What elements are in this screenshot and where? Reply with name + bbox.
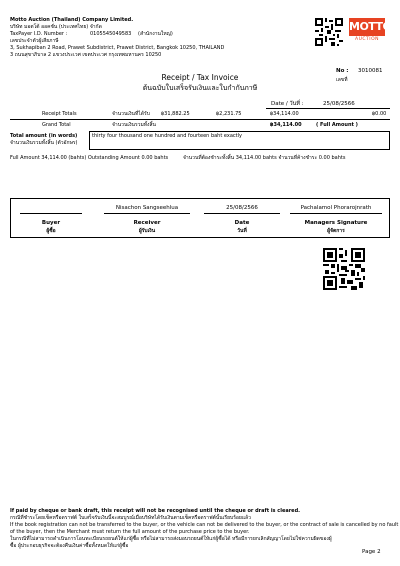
words-text: thirty four thousand one hundred and fourteen baht exactly	[92, 133, 242, 139]
summary-right: จำนวนที่ต้องชำระทั้งสิ้น 34,114.00 bahts จำนวนที่ค้างชำระ 0.00 bahts	[183, 155, 346, 161]
doc-no-label-th: เลขที่	[336, 77, 348, 83]
address-en: 3, Sukhapiban 2 Road, Prawet Subdistrict, Prawet District, Bangkok 10250, THAILAND	[10, 45, 225, 51]
date-label-sig: Date	[234, 220, 250, 226]
receipt-vat: ฿2,231.75	[216, 111, 242, 117]
taxpayer-id: 0105545049583	[90, 31, 132, 37]
date-label-sig-th: วันที่	[237, 228, 247, 234]
doc-no-value: 3010081	[358, 68, 383, 74]
receiver-label-th: ผู้รับเงิน	[138, 228, 156, 234]
date-signature-line	[204, 213, 280, 214]
receipt-totals-th: จำนวนเงินที่ได้รับ	[112, 111, 150, 117]
receiver-label: Receiver	[133, 220, 161, 226]
footer-line-3: If the book registration can not be transferred to the buyer, or the vehicle can not be delivered to the buyer, or the contract of sale is cancelled by no fault	[10, 522, 399, 528]
receipt-amount: ฿31,882.25	[161, 111, 190, 117]
company-name-en: Motto Auction (Thailand) Company Limited.	[10, 17, 134, 23]
buyer-label: Buyer	[41, 220, 61, 226]
words-label: Total amount (in words)	[10, 133, 78, 139]
grand-total-value: ฿34,114.00	[270, 122, 302, 128]
receiver-name: Nisachon Sangseehlua	[115, 205, 179, 211]
date-underline	[266, 108, 390, 109]
logo-text: MOTTO	[349, 18, 385, 36]
page-title-th: ต้นฉบับใบเสร็จรับเงินและใบกำกับภาษี	[142, 84, 258, 92]
motto-logo	[349, 18, 392, 46]
signature-date-value: 25/08/2566	[226, 205, 258, 211]
full-amount-tag: ( Full Amount )	[316, 122, 358, 128]
receipt-extra: ฿0.00	[372, 111, 387, 117]
manager-name: Pachalamol Phorarojnrath	[300, 205, 372, 211]
page-number: Page 2	[362, 549, 381, 555]
totals-divider	[10, 119, 390, 120]
manager-label-th: ผู้จัดการ	[327, 228, 345, 234]
words-label-th: จำนวนเงินรวมทั้งสิ้น (ตัวอักษร)	[10, 140, 78, 146]
footer-line-6: ซื้อ ผู้ประกอบธุรกิจจะต้องคืนเงินค่าซื้อทั้งหมดให้แก่ผู้ซื้อ	[10, 543, 129, 549]
buyer-label-th: ผู้ซื้อ	[46, 228, 56, 234]
company-name-th: บริษัท มอตโต้ ออคชั่น (ประเทศไทย) จำกัด	[10, 24, 102, 30]
receipt-totals-label: Receipt Totals	[42, 111, 77, 117]
date-label: Date / วันที่ :	[271, 101, 304, 107]
grand-total-label: Grand Total	[42, 122, 71, 128]
manager-signature-line	[290, 213, 382, 214]
footer-line-4: of the buyer, then the Merchant must return the full amount of the purchase price to the buyer.	[10, 529, 250, 535]
tax-label-th: เลขประจำตัวผู้เสียภาษี	[10, 38, 59, 44]
receipt-total: ฿34,114.00	[270, 111, 299, 117]
page-title: Receipt / Tax Invoice	[161, 73, 239, 82]
summary-left: Full Amount 34,114.00 (bahts) Outstanding Amount 0.00 bahts	[10, 155, 169, 161]
receiver-signature-line	[104, 213, 190, 214]
qr-code-icon	[315, 18, 343, 46]
branch-label: (สำนักงานใหญ่)	[138, 31, 173, 37]
manager-label: Managers Signature	[304, 220, 368, 226]
taxpayer-label: TaxPayer I.D. Number :	[10, 31, 68, 37]
address-th: 3 ถนนสุขาภิบาล 2 แขวงประเวศ เขตประเวศ กรุงเทพมหานคร 10250	[10, 52, 162, 58]
doc-no-label: No :	[336, 68, 349, 74]
qr-code-icon	[323, 248, 365, 290]
footer-line-2: กรณีที่ชำระโดยเช็คหรือดราฟต์ ใบเสร็จรับเงินนี้จะสมบูรณ์เมื่อบริษัทได้รับเงินตามเช็คหรือดราฟต์นั้นเรียบร้อยแล้ว	[10, 515, 251, 521]
grand-total-th: จำนวนเงินรวมทั้งสิ้น	[112, 122, 156, 128]
footer-line-1: If paid by cheque or bank draft, this receipt will not be recognised until the cheque or draft is cleared.	[10, 508, 301, 514]
buyer-signature-line	[20, 213, 82, 214]
logo-subtext: AUCTION	[355, 37, 379, 42]
footer-line-5: ในกรณีที่ไม่สามารถดำเนินการโอนทะเบียนรถยนต์ให้แก่ผู้ซื้อ หรือไม่สามารถส่งมอบรถยนต์ให้แก่ผู้ซื้อได้ หรือมีการยกเลิกสัญญาโดยไม่ใช่ความผิดของผู้	[10, 536, 332, 542]
date-value: 25/08/2566	[323, 101, 355, 107]
